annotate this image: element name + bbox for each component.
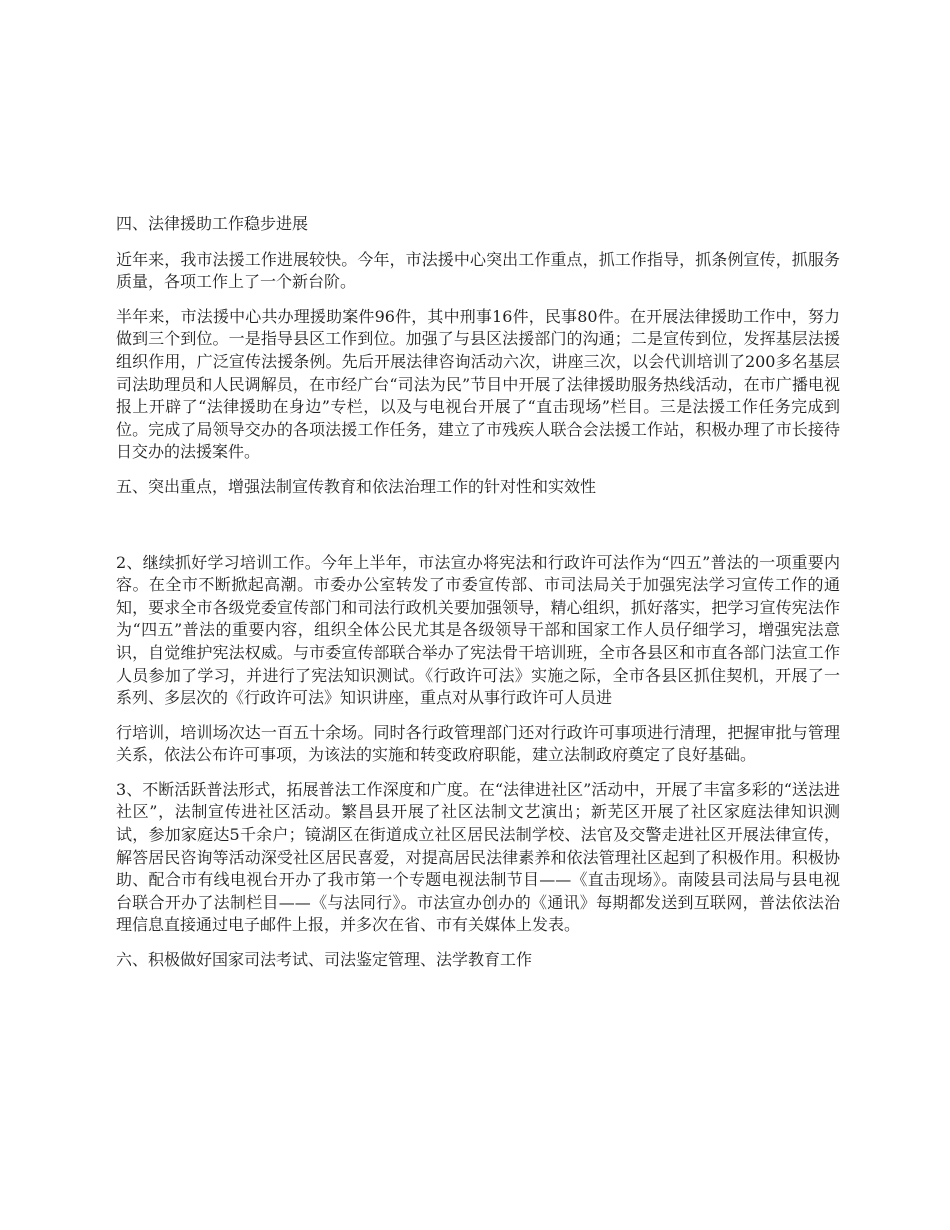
paragraph-legal-aid-intro: 近年来，我市法援工作进展较快。今年，市法援中心突出工作重点，抓工作指导，抓条例宣传，抓服务质量，各项工作上了一个新台阶。 [116, 249, 840, 292]
paragraph-training-continued: 行培训，培训场次达一百五十余场。同时各行政管理部门还对行政许可事项进行清理，把握审批与管理关系，依法公布许可事项，为该法的实施和转变政府职能，建立法制政府奠定了良好基础。 [116, 722, 840, 765]
paragraph-legal-aid-details: 半年来，市法援中心共办理援助案件96件，其中刑事16件，民事80件。在开展法律援助工作中，努力做到三个到位。一是指导县区工作到位。加强了与县区法援部门的沟通；二是宣传到位，发挥基层法援组织作用，广泛宣传法援条例。先后开展法律咨询活动六次，讲座三次，以会代训培训了200多名基层司法助理员和人民调解员，在市经广台“司法为民”节目中开展了法律援助服务热线活动，在市广播电视报上开辟了“法律援助在身边”专栏，以及与电视台开展了“直击现场”栏目。三是法援工作任务完成到位。完成了局领导交办的各项法援工作任务，建立了市残疾人联合会法援工作站，积极办理了市长接待日交办的法援案件。 [116, 306, 840, 462]
section-heading-6: 六、积极做好国家司法考试、司法鉴定管理、法学教育工作 [116, 950, 533, 970]
paragraph-community-outreach: 3、不断活跃普法形式，拓展普法工作深度和广度。在“法律进社区”活动中，开展了丰富多彩的“送法进社区”，法制宣传进社区活动。繁昌县开展了社区法制文艺演出；新芜区开展了社区家庭法律知识测试，参加家庭达5千余户；镜湖区在街道成立社区居民法制学校、法官及交警走进社区开展法律宣传，解答居民咨询等活动深受社区居民喜爱，对提高居民法律素养和依法管理社区起到了积极作用。积极协助、配合市有线电视台开办了我市第一个专题电视法制节目——《直击现场》。南陵县司法局与县电视台联合开办了法制栏目——《与法同行》。市法宣办创办的《通讯》每期都发送到互联网，普法依法治理信息直接通过电子邮件上报，并多次在省、市有关媒体上发表。 [116, 779, 840, 935]
paragraph-training: 2、继续抓好学习培训工作。今年上半年，市法宣办将宪法和行政许可法作为“四五”普法的一项重要内容。在全市不断掀起高潮。市委办公室转发了市委宣传部、市司法局关于加强宪法学习宣传工作的通知，要求全市各级党委宣传部门和司法行政机关要加强领导，精心组织，抓好落实，把学习宣传宪法作为“四五”普法的重要内容，组织全体公民尤其是各级领导干部和国家工作人员仔细学习，增强宪法意识，自觉维护宪法权威。与市委宣传部联合举办了宪法骨干培训班，全市各县区和市直各部门法宣工作人员参加了学习，并进行了宪法知识测试。《行政许可法》实施之际，全市各县区抓住契机，开展了一系列、多层次的《行政许可法》知识讲座，重点对从事行政许可人员进 [116, 552, 840, 708]
document-page [116, 213, 840, 985]
section-heading-4: 四、法律援助工作稳步进展 [116, 214, 309, 233]
section-heading-5: 五、突出重点，增强法制宣传教育和依法治理工作的针对性和实效性 [116, 476, 597, 496]
